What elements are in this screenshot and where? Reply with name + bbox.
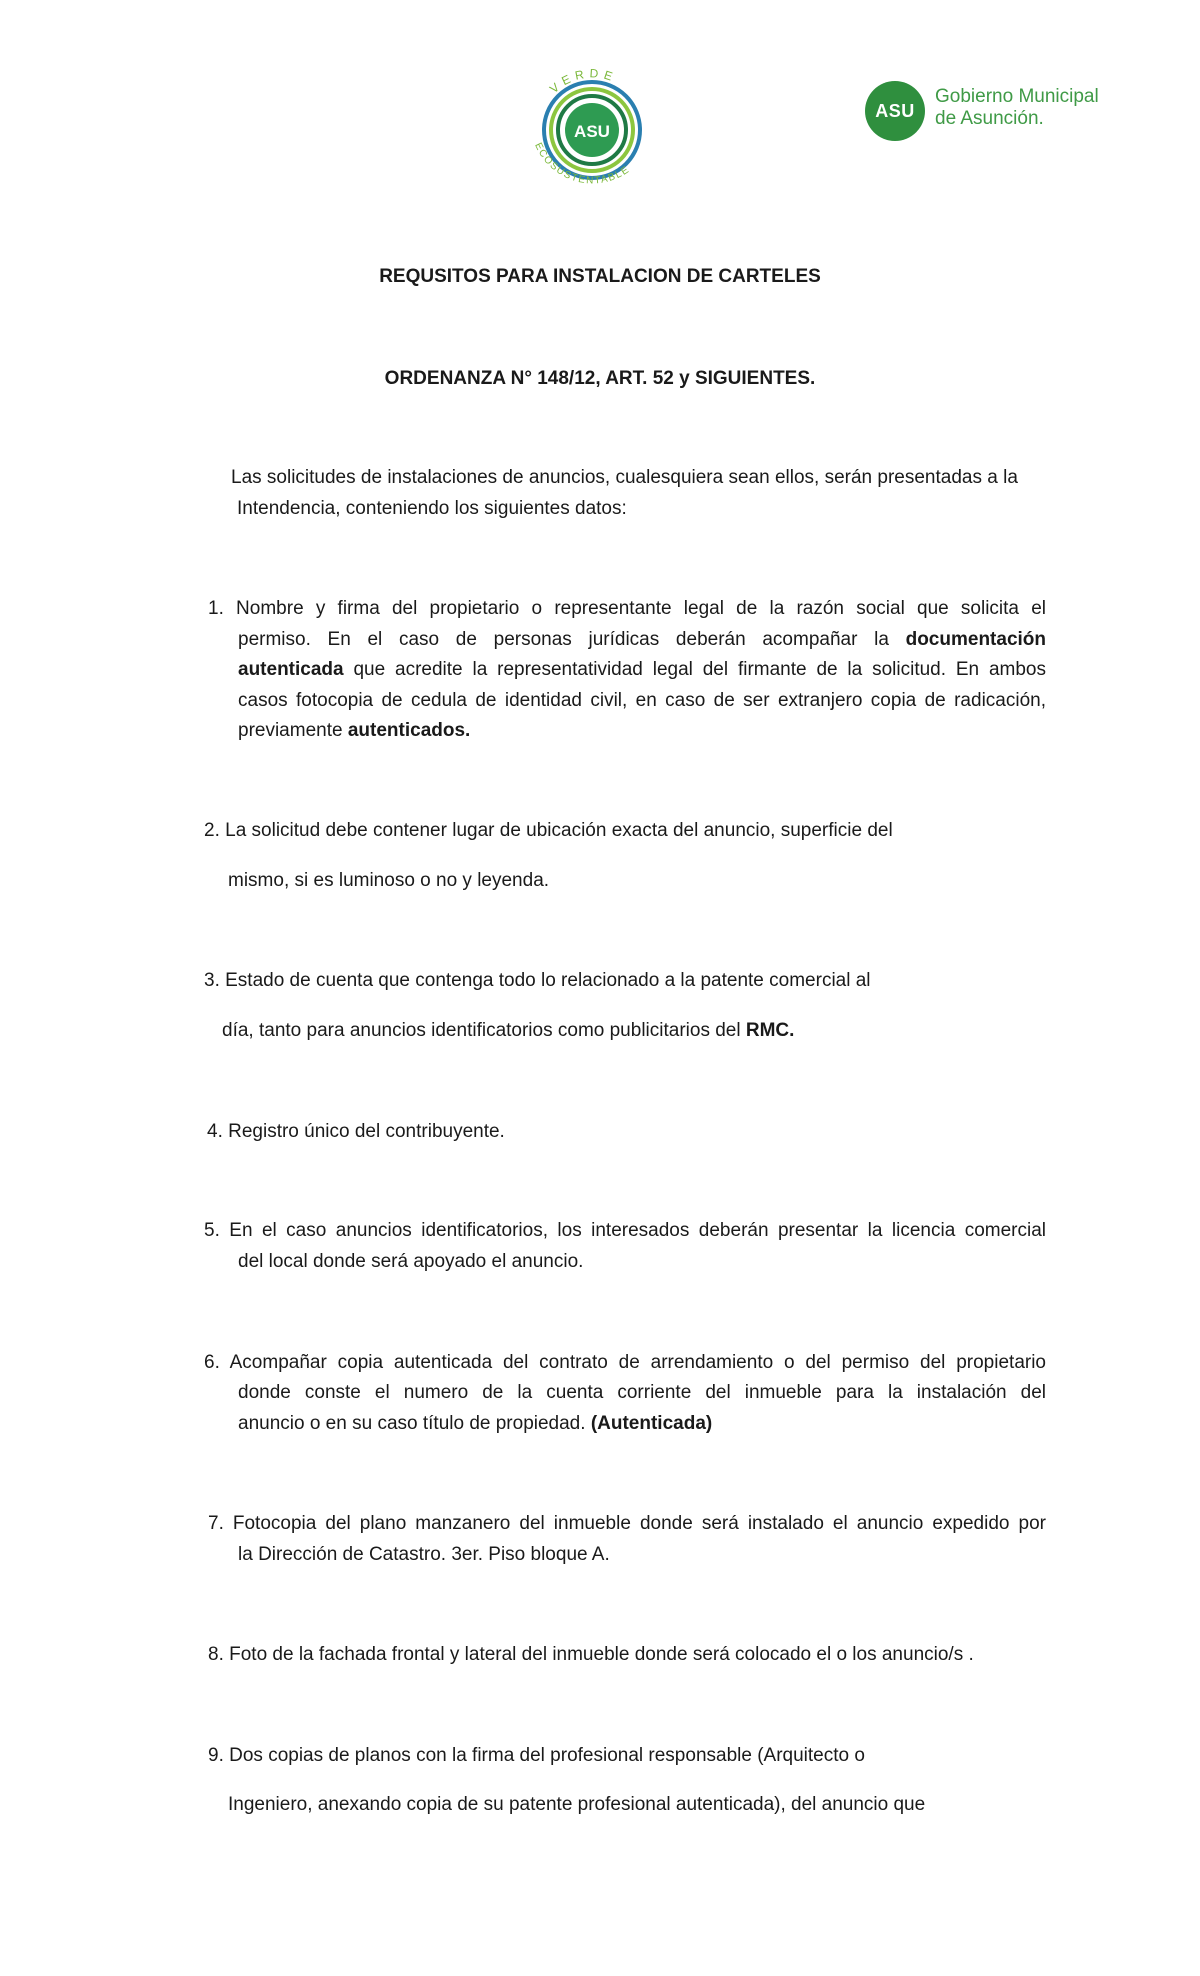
item1-line2-bold: documentación — [905, 629, 1046, 650]
item9-line2: Ingeniero, anexando copia de su patente profesional autenticada), del anuncio que — [228, 1794, 926, 1815]
item1-line1: 1. Nombre y firma del propietario o representante legal de la razón social que solicita el — [208, 598, 1046, 619]
gobierno-municipal-logo — [865, 78, 1125, 144]
document-title: REQUSITOS PARA INSTALACION DE CARTELES — [379, 266, 821, 287]
item1-line4: casos fotocopia de cedula de identidad civil, en caso de ser extranjero copia de radicación, — [238, 690, 1046, 711]
item1-line3-bold: autenticada — [238, 659, 344, 680]
item3-line2-text: día, tanto para anuncios identificatorios como publicitarios del — [222, 1020, 746, 1041]
item3-line1: 3. Estado de cuenta que contenga todo lo relacionado a la patente comercial al — [204, 970, 871, 991]
item1-line5-bold: autenticados. — [347, 720, 471, 741]
item6-line1: 6. Acompañar copia autenticada del contrato de arrendamiento o del permiso del propietario — [204, 1352, 1046, 1373]
item1-line3 — [238, 655, 1046, 685]
item4-line1: 4. Registro único del contribuyente. — [207, 1121, 505, 1142]
item5-line2: del local donde será apoyado el anuncio. — [238, 1251, 584, 1272]
item1-line5 — [238, 716, 470, 746]
intro-paragraph-line2: Intendencia, conteniendo los siguientes datos: — [237, 498, 627, 519]
item2-line1: 2. La solicitud debe contener lugar de ubicación exacta del anuncio, superficie del — [204, 820, 893, 841]
gobierno-logo-text — [935, 86, 1099, 130]
verde-logo-top-arc: VERDE — [546, 66, 619, 97]
gobierno-logo-badge: ASU — [865, 81, 925, 141]
document-subtitle: ORDENANZA N° 148/12, ART. 52 y SIGUIENTES. — [384, 368, 816, 389]
item1-line2-text: permiso. En el caso de personas jurídicas deberán acompañar la — [238, 629, 906, 650]
item8-line1: 8. Foto de la fachada frontal y lateral del inmueble donde será colocado el o los anuncio/s . — [208, 1644, 974, 1665]
item3-line2-bold: RMC. — [745, 1020, 795, 1041]
verde-logo-bottom-arc: ECOSUSTENTABLE — [532, 141, 633, 187]
item9-line1: 9. Dos copias de planos con la firma del profesional responsable (Arquitecto o — [208, 1745, 865, 1766]
verde-logo-graphic — [520, 55, 665, 205]
intro-paragraph-line1: Las solicitudes de instalaciones de anuncios, cualesquiera sean ellos, serán presentadas a la — [231, 467, 1018, 488]
item1-line5-text: previamente — [238, 720, 348, 741]
verde-ecosustentable-logo — [520, 55, 665, 205]
item7-line1: 7. Fotocopia del plano manzanero del inmueble donde será instalado el anuncio expedido por — [208, 1513, 1046, 1534]
item1-line2 — [238, 625, 1046, 655]
gobierno-logo-line2: de Asunción. — [935, 108, 1044, 129]
item7-line2: la Dirección de Catastro. 3er. Piso bloque A. — [238, 1544, 610, 1565]
item6-line3-bold: (Autenticada) — [590, 1413, 713, 1434]
item6-line3-text: anuncio o en su caso título de propiedad. — [238, 1413, 591, 1434]
gobierno-logo-line1: Gobierno Municipal — [935, 86, 1099, 107]
item5-line1: 5. En el caso anuncios identificatorios, los interesados deberán presentar la licencia comercial — [204, 1220, 1046, 1241]
item2-line2: mismo, si es luminoso o no y leyenda. — [228, 870, 550, 891]
item1-line3-text: que acredite la representatividad legal del firmante de la solicitud. En ambos — [343, 659, 1046, 680]
verde-logo-center: ASU — [574, 122, 610, 141]
item6-line2: donde conste el numero de la cuenta corriente del inmueble para la instalación del — [238, 1382, 1046, 1403]
item3-line2 — [222, 1016, 794, 1046]
item6-line3 — [238, 1409, 712, 1439]
